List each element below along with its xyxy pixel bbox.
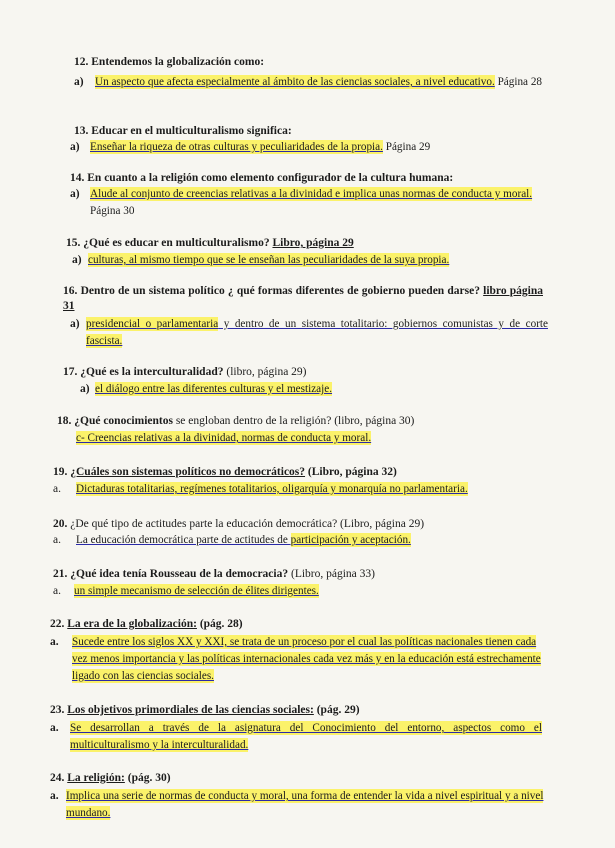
answer-text (76, 481, 566, 498)
highlighted-answer: un simple mecanismo de selección de élites dirigentes. (74, 585, 319, 597)
highlighted-answer: Un aspecto que afecta especialmente al ámbito de las ciencias sociales, a nivel educativo. (95, 76, 495, 88)
highlighted-answer: Alude al conjunto de creencias relativas a la divinidad e implica unas normas de conducta y moral. (90, 188, 533, 200)
question-title: La religión: (67, 772, 125, 784)
question-text (63, 365, 307, 380)
question-text (53, 517, 424, 532)
question-title: ¿De qué tipo de actitudes parte la educación democrática? (70, 518, 338, 530)
question-text (74, 55, 264, 70)
question-text (50, 771, 171, 786)
book-reference: (pág. 30) (127, 772, 171, 784)
highlighted-answer: c- Creencias relativas a la divinidad, normas de conducta y moral. (76, 432, 372, 444)
question-text (74, 124, 292, 139)
answer-text (76, 532, 566, 549)
answer-text (90, 139, 570, 156)
answer-label: a) (70, 188, 80, 200)
book-reference: libro página 31 (63, 285, 543, 312)
question-title: Dentro de un sistema político ¿ qué formas diferentes de gobierno pueden darse? (80, 285, 480, 297)
question-title-continued: se engloban dentro de la religión? (175, 415, 332, 427)
question-title: La era de la globalización: (67, 618, 197, 630)
answer-text (90, 186, 560, 219)
answer-text (70, 720, 542, 754)
answer-text (72, 634, 550, 685)
answer-label: a. (50, 722, 59, 734)
answer-text (88, 252, 568, 269)
page-reference: Página 28 (497, 76, 543, 88)
answer-label: a) (70, 141, 80, 153)
question-title: En cuanto a la religión como elemento configurador de la cultura humana: (87, 172, 454, 184)
book-reference: (libro, página 30) (334, 415, 415, 427)
highlighted-answer: Sucede entre los siglos XX y XXI, se trata de un proceso por el cual las políticas nacionales tienen cada vez menos importancia y las políticas internacionales cada vez más y en la educación está estrechamente ligado con las ciencias sociales. (72, 636, 541, 682)
highlighted-answer: participación y aceptación. (290, 534, 411, 546)
book-reference: (Libro, página 29) (340, 518, 425, 530)
answer-label: a) (80, 383, 90, 395)
highlighted-answer-end: fascista. (86, 334, 123, 347)
answer-text (74, 583, 564, 600)
question-title: ¿Qué idea tenía Rousseau de la democracia? (70, 568, 289, 580)
answer-plain: La educación democrática parte de actitudes de (76, 534, 291, 546)
answer-text (86, 316, 548, 349)
question-text (53, 465, 397, 480)
page-reference: Página 30 (90, 204, 135, 217)
answer-label: a. (53, 483, 61, 495)
question-text (53, 567, 375, 582)
question-number: 19. (53, 466, 68, 478)
question-number: 14. (70, 172, 85, 184)
question-title: Los objetivos primordiales de las ciencias sociales: (67, 704, 314, 716)
question-title: ¿Qué conocimientos (74, 415, 173, 427)
answer-label: a. (53, 534, 61, 546)
question-number: 20. (53, 518, 68, 530)
book-reference: (Libro, página 32) (307, 466, 397, 478)
highlighted-answer: culturas, al mismo tiempo que se le enseñan las peculiaridades de la suya propia. (88, 254, 450, 266)
answer-label: a) (72, 254, 82, 266)
question-number: 18. (57, 415, 72, 427)
page-reference: Página 29 (385, 141, 431, 153)
question-title: Entendemos la globalización como: (91, 56, 265, 68)
question-title: Educar en el multiculturalismo significa: (91, 125, 292, 137)
question-number: 23. (50, 704, 65, 716)
question-number: 12. (74, 56, 89, 68)
book-reference: (libro, página 29) (226, 366, 307, 378)
highlighted-answer: Dictaduras totalitarias, regímenes totalitarios, oligarquía y monarquía no parlamentaria. (76, 483, 468, 495)
question-text (57, 414, 414, 429)
answer-text (95, 381, 565, 398)
answer-text (66, 788, 546, 822)
question-number: 24. (50, 772, 65, 784)
answer-label: a) (70, 318, 80, 330)
question-number: 22. (50, 618, 65, 630)
question-number: 13. (74, 125, 89, 137)
answer-label: a. (50, 790, 59, 802)
question-title: ¿Qué es la interculturalidad? (80, 366, 224, 378)
answer-text (95, 74, 565, 91)
question-title: ¿Qué es educar en multiculturalismo? (83, 237, 270, 249)
answer-label: a. (50, 636, 59, 648)
question-number: 21. (53, 568, 68, 580)
question-title: ¿Cuáles son sistemas políticos no democráticos? (70, 466, 306, 478)
highlighted-answer: Enseñar la riqueza de otras culturas y peculiaridades de la propia. (90, 141, 383, 153)
question-number: 17. (63, 366, 78, 378)
highlighted-answer: Implica una serie de normas de conducta y moral, una forma de entender la vida a nivel espiritual y a nivel mundano. (66, 790, 544, 819)
question-text (66, 236, 354, 251)
highlighted-answer: presidencial o parlamentaria (86, 318, 219, 330)
book-reference: (pág. 28) (199, 618, 243, 630)
book-reference: Libro, página 29 (272, 237, 354, 249)
answer-continuation: y dentro de un sistema totalitario: gobiernos comunistas y de corte (218, 318, 548, 330)
question-text (70, 171, 453, 186)
highlighted-answer: Se desarrollan a través de la asignatura del Conocimiento del entorno, aspectos como el multiculturalismo y la interculturalidad. (70, 722, 542, 751)
question-text (50, 703, 360, 718)
question-number: 15. (66, 237, 81, 249)
question-text (50, 617, 243, 632)
question-number: 16. (63, 285, 78, 297)
question-text (63, 284, 543, 314)
answer-label: a. (53, 585, 61, 597)
book-reference: (pág. 29) (316, 704, 360, 716)
answer-text (76, 430, 556, 447)
book-reference: (Libro, página 33) (290, 568, 375, 580)
highlighted-answer: el diálogo entre las diferentes culturas y el mestizaje. (95, 383, 333, 395)
answer-label: a) (74, 76, 84, 88)
